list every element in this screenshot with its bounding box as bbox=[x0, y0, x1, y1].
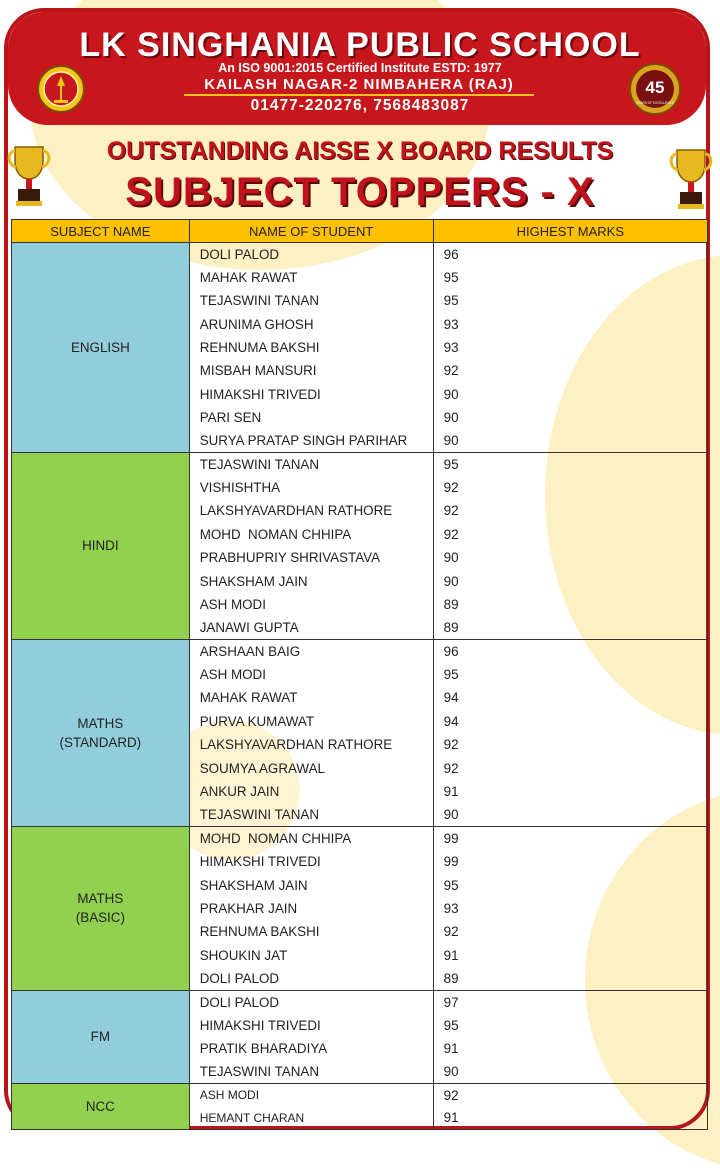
marks-cell: 94 bbox=[433, 710, 707, 733]
marks-cell: 95 bbox=[433, 663, 707, 686]
subject-cell: MATHS (STANDARD) bbox=[12, 639, 190, 826]
subject-cell: HINDI bbox=[12, 452, 190, 639]
badge-number: 45 bbox=[645, 78, 665, 97]
marks-cell: 92 bbox=[433, 359, 707, 382]
student-name-cell: ASH MODI bbox=[189, 593, 433, 616]
student-name-cell: TEJASWINI TANAN bbox=[189, 452, 433, 475]
student-name-cell: SHAKSHAM JAIN bbox=[189, 569, 433, 592]
student-name-cell: SOUMYA AGRAWAL bbox=[189, 756, 433, 779]
table-body bbox=[12, 243, 708, 1130]
student-name-cell: HIMAKSHI TRIVEDI bbox=[189, 1014, 433, 1037]
student-name-cell: PARI SEN bbox=[189, 406, 433, 429]
marks-cell: 95 bbox=[433, 289, 707, 312]
student-name-cell: JANAWI GUPTA bbox=[189, 616, 433, 639]
marks-cell: 90 bbox=[433, 406, 707, 429]
marks-cell: 90 bbox=[433, 569, 707, 592]
toppers-table bbox=[11, 219, 708, 1130]
badge-caption: YEARS OF EXCELLENCE bbox=[635, 101, 675, 105]
marks-cell: 92 bbox=[433, 733, 707, 756]
marks-cell: 95 bbox=[433, 1014, 707, 1037]
marks-cell: 90 bbox=[433, 1060, 707, 1083]
subject-cell: NCC bbox=[12, 1083, 190, 1129]
student-name-cell: MAHAK RAWAT bbox=[189, 266, 433, 289]
marks-cell: 91 bbox=[433, 780, 707, 803]
student-name-cell: TEJASWINI TANAN bbox=[189, 803, 433, 826]
marks-cell: 95 bbox=[433, 266, 707, 289]
table-row bbox=[12, 1083, 708, 1106]
table-row bbox=[12, 826, 708, 849]
school-crest-icon bbox=[36, 64, 86, 114]
student-name-cell: DOLI PALOD bbox=[189, 967, 433, 990]
student-name-cell: REHNUMA BAKSHI bbox=[189, 920, 433, 943]
student-name-cell: TEJASWINI TANAN bbox=[189, 289, 433, 312]
marks-cell: 96 bbox=[433, 243, 707, 266]
student-name-cell: HEMANT CHARAN bbox=[189, 1106, 433, 1129]
marks-cell: 90 bbox=[433, 429, 707, 452]
student-name-cell: HIMAKSHI TRIVEDI bbox=[189, 382, 433, 405]
table-header-row bbox=[12, 220, 708, 243]
student-name-cell: LAKSHYAVARDHAN RATHORE bbox=[189, 733, 433, 756]
marks-cell: 92 bbox=[433, 523, 707, 546]
toppers-title: SUBJECT TOPPERS - X bbox=[125, 170, 595, 214]
marks-cell: 97 bbox=[433, 990, 707, 1013]
phone-numbers: 01477-220276, 7568483087 bbox=[250, 97, 470, 114]
student-name-cell: MOHD NOMAN CHHIPA bbox=[189, 523, 433, 546]
marks-cell: 89 bbox=[433, 593, 707, 616]
marks-cell: 90 bbox=[433, 803, 707, 826]
student-name-cell: REHNUMA BAKSHI bbox=[189, 336, 433, 359]
marks-cell: 94 bbox=[433, 686, 707, 709]
student-name-cell: SHOUKIN JAT bbox=[189, 944, 433, 967]
student-name-cell: TEJASWINI TANAN bbox=[189, 1060, 433, 1083]
student-name-cell: ANKUR JAIN bbox=[189, 780, 433, 803]
marks-cell: 89 bbox=[433, 967, 707, 990]
marks-cell: 93 bbox=[433, 897, 707, 920]
student-name-cell: MISBAH MANSURI bbox=[189, 359, 433, 382]
student-name-cell: DOLI PALOD bbox=[189, 990, 433, 1013]
results-title: OUTSTANDING AISSE X BOARD RESULTS bbox=[106, 137, 614, 165]
table-row bbox=[12, 243, 708, 266]
marks-cell: 92 bbox=[433, 499, 707, 522]
marks-cell: 90 bbox=[433, 546, 707, 569]
student-name-cell: SURYA PRATAP SINGH PARIHAR bbox=[189, 429, 433, 452]
column-header-student: NAME OF STUDENT bbox=[189, 220, 433, 243]
table-row bbox=[12, 990, 708, 1013]
iso-certification: An ISO 9001:2015 Certified Institute ESTD: 1977 bbox=[218, 61, 502, 75]
marks-cell: 92 bbox=[433, 1083, 707, 1106]
student-name-cell: VISHISHTHA bbox=[189, 476, 433, 499]
subject-cell: ENGLISH bbox=[12, 243, 190, 453]
student-name-cell: ASH MODI bbox=[189, 663, 433, 686]
student-name-cell: DOLI PALOD bbox=[189, 243, 433, 266]
marks-cell: 95 bbox=[433, 452, 707, 475]
excellence-badge bbox=[628, 62, 682, 116]
column-header-marks: HIGHEST MARKS bbox=[433, 220, 707, 243]
student-name-cell: MOHD NOMAN CHHIPA bbox=[189, 826, 433, 849]
marks-cell: 89 bbox=[433, 616, 707, 639]
marks-cell: 93 bbox=[433, 312, 707, 335]
student-name-cell: PRAKHAR JAIN bbox=[189, 897, 433, 920]
school-name: LK SINGHANIA PUBLIC SCHOOL bbox=[79, 26, 641, 64]
marks-cell: 91 bbox=[433, 1037, 707, 1060]
marks-cell: 99 bbox=[433, 826, 707, 849]
student-name-cell: PRATIK BHARADIYA bbox=[189, 1037, 433, 1060]
marks-cell: 92 bbox=[433, 920, 707, 943]
marks-cell: 96 bbox=[433, 639, 707, 662]
school-address: KAILASH NAGAR-2 NIMBAHERA (RAJ) bbox=[184, 76, 534, 96]
student-name-cell: PRABHUPRIY SHRIVASTAVA bbox=[189, 546, 433, 569]
student-name-cell: ASH MODI bbox=[189, 1083, 433, 1106]
table-row bbox=[12, 452, 708, 475]
column-header-subject: SUBJECT NAME bbox=[12, 220, 190, 243]
student-name-cell: ARSHAAN BAIG bbox=[189, 639, 433, 662]
student-name-cell: MAHAK RAWAT bbox=[189, 686, 433, 709]
subject-cell: MATHS (BASIC) bbox=[12, 826, 190, 990]
student-name-cell: HIMAKSHI TRIVEDI bbox=[189, 850, 433, 873]
student-name-cell: LAKSHYAVARDHAN RATHORE bbox=[189, 499, 433, 522]
marks-cell: 90 bbox=[433, 382, 707, 405]
table-row bbox=[12, 639, 708, 662]
marks-cell: 91 bbox=[433, 1106, 707, 1129]
marks-cell: 93 bbox=[433, 336, 707, 359]
student-name-cell: ARUNIMA GHOSH bbox=[189, 312, 433, 335]
student-name-cell: PURVA KUMAWAT bbox=[189, 710, 433, 733]
marks-cell: 95 bbox=[433, 873, 707, 896]
student-name-cell: SHAKSHAM JAIN bbox=[189, 873, 433, 896]
marks-cell: 92 bbox=[433, 756, 707, 779]
marks-cell: 99 bbox=[433, 850, 707, 873]
marks-cell: 91 bbox=[433, 944, 707, 967]
subject-cell: FM bbox=[12, 990, 190, 1083]
marks-cell: 92 bbox=[433, 476, 707, 499]
